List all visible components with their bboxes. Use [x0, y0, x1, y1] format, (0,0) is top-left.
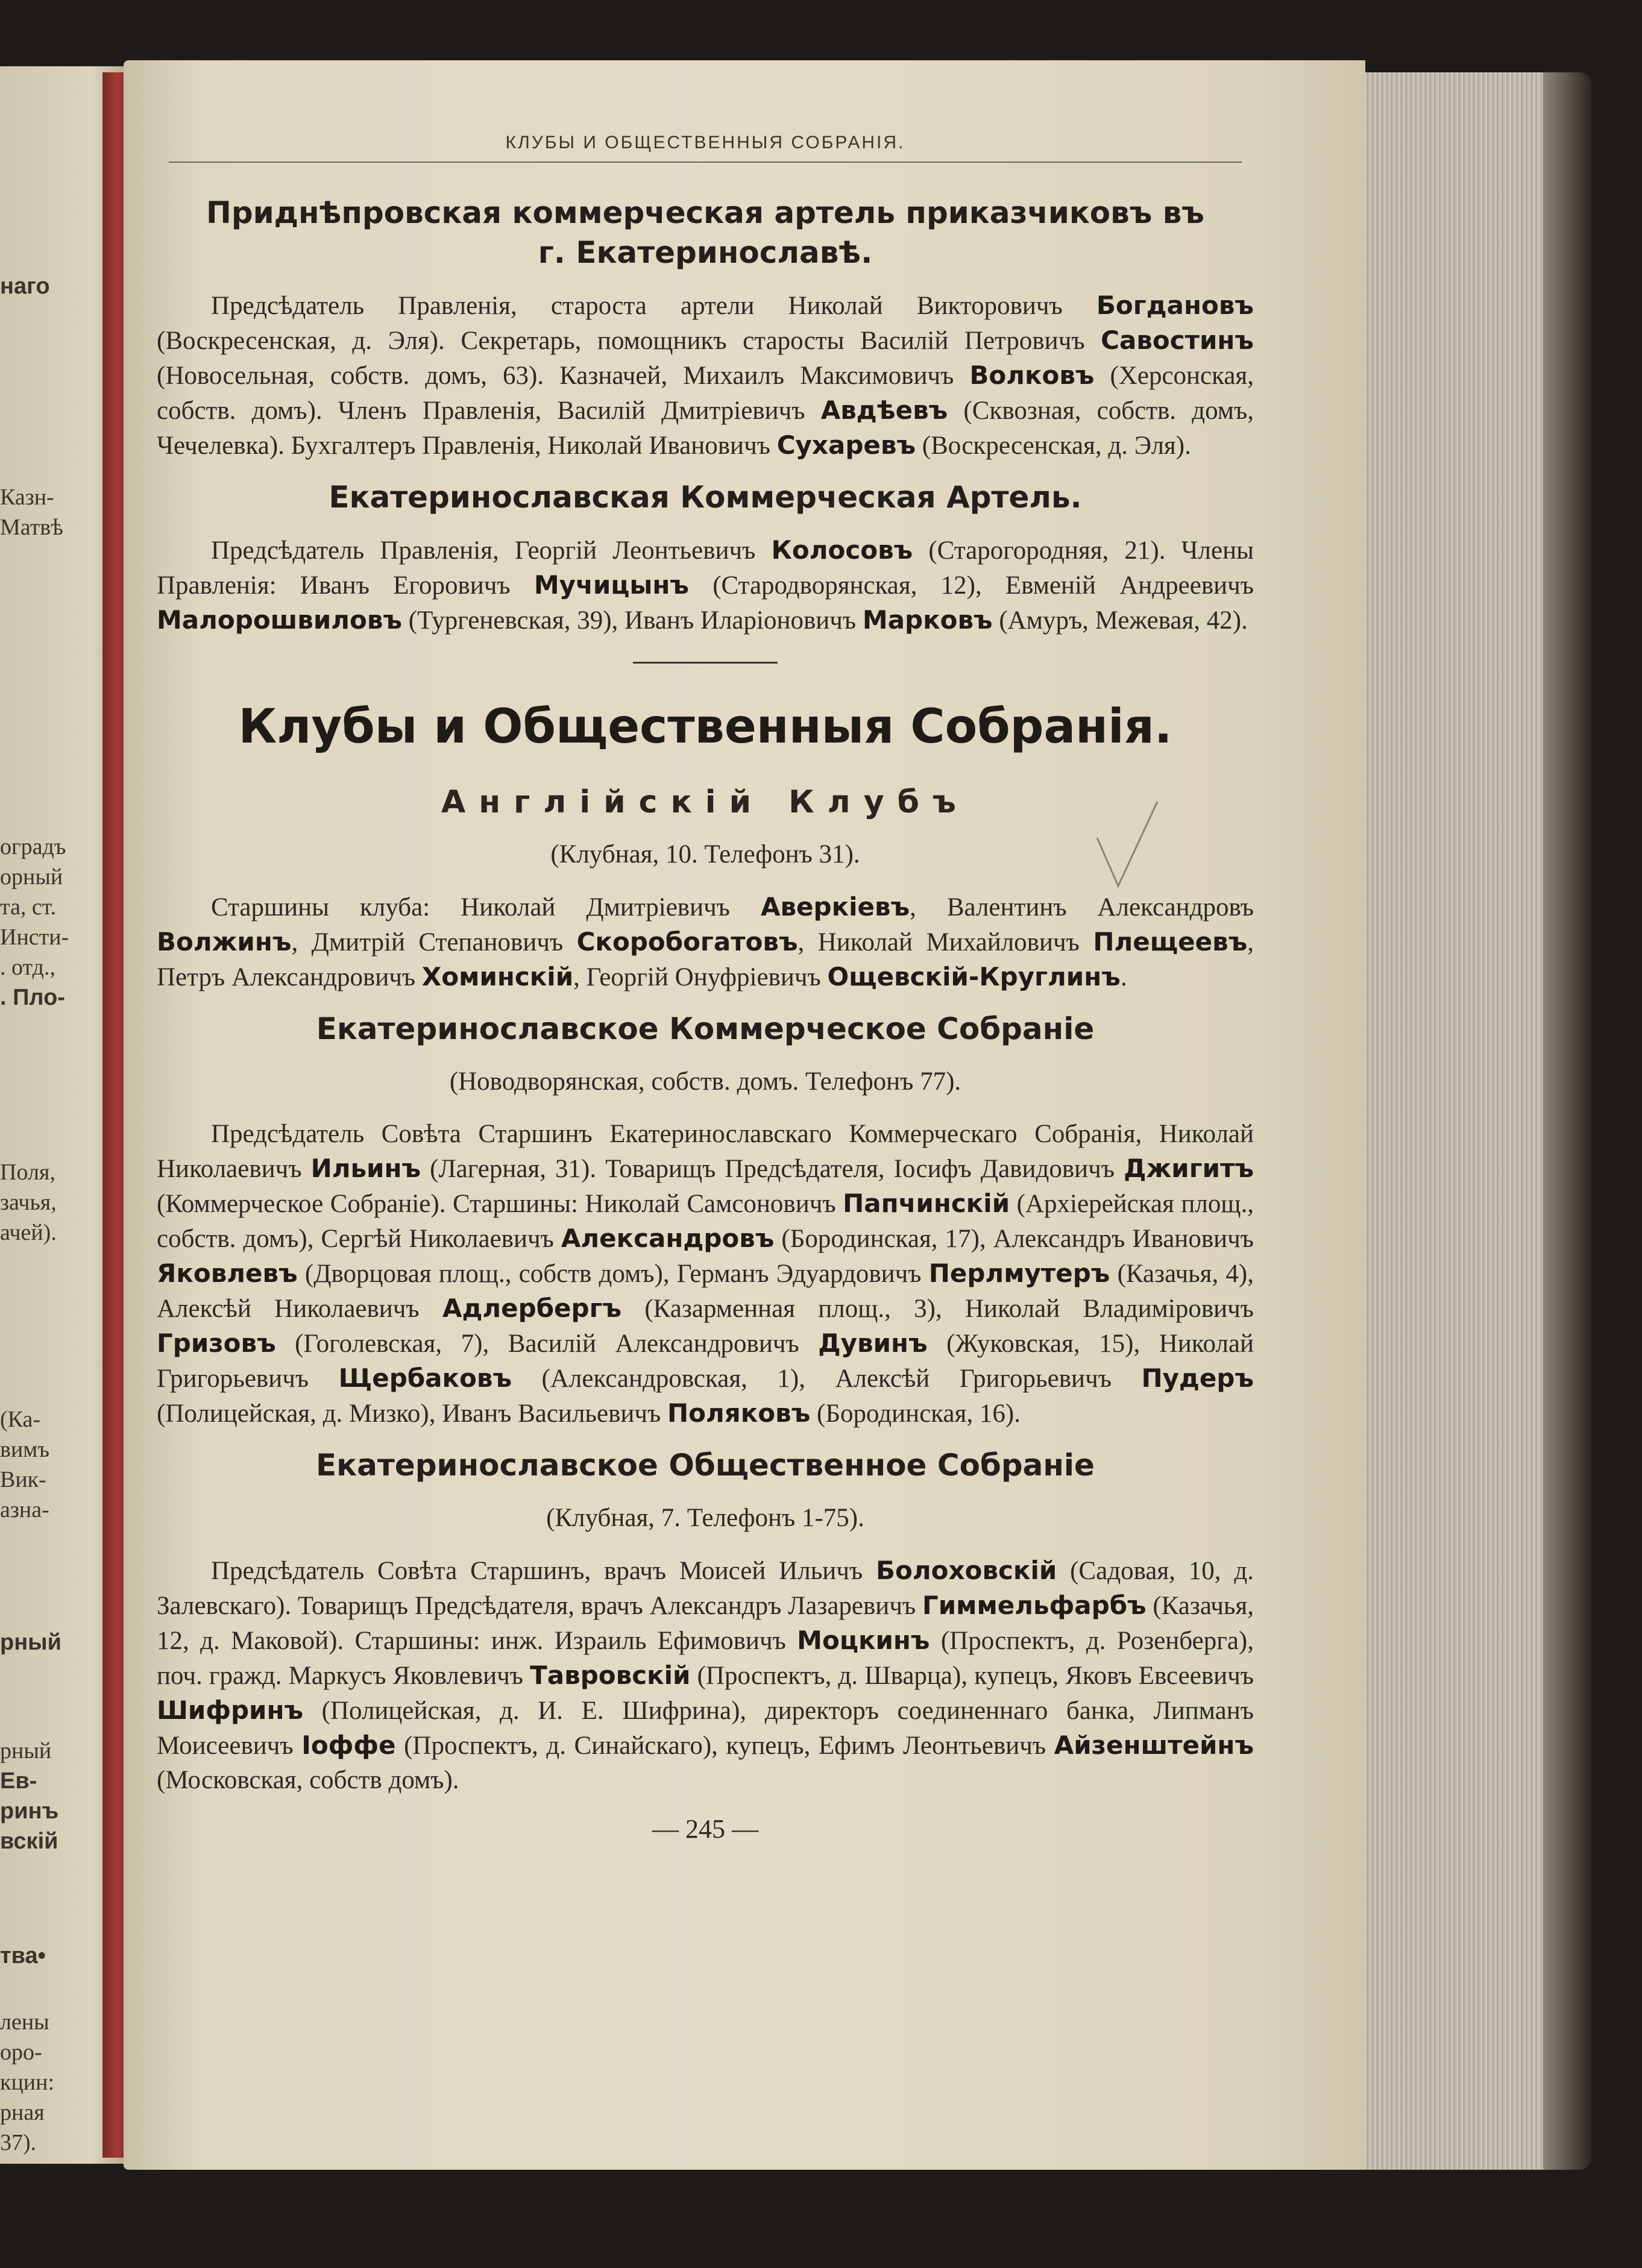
person-name: Шифринъ: [157, 1695, 304, 1725]
left-fragment: Поля,: [0, 1160, 55, 1185]
person-name: Болоховскій: [876, 1556, 1057, 1585]
text-run: , Дмитрій Степановичъ: [291, 928, 577, 957]
person-name: Джигитъ: [1124, 1154, 1254, 1183]
text-run: (Старогородняя, 21). Члены Правленія: Иванъ Егоровичъ: [157, 536, 1254, 600]
text-run: Предсѣдатель Правленія, староста артели Николай Викторовичъ: [211, 292, 1096, 320]
person-name: Скоробогатовъ: [576, 927, 798, 957]
page-number: — 245 —: [652, 1814, 758, 1844]
entry-paragraph: [157, 288, 1254, 463]
left-fragment: ачей).: [0, 1220, 57, 1245]
left-fragment: рный: [0, 1738, 52, 1764]
person-name: Тавровскій: [530, 1660, 691, 1690]
left-fragment: тва•: [0, 1943, 46, 1968]
text-run: (Жуковская, 15), Николай Григорьевичъ: [157, 1330, 1254, 1393]
person-name: Колосовъ: [771, 535, 913, 565]
left-fragment: Ев-: [0, 1768, 37, 1794]
person-name: Сухаревъ: [776, 430, 916, 460]
club-heading: Англійскій Клубъ: [441, 784, 970, 820]
person-name: Хоминскій: [421, 962, 574, 991]
text-run: (Александровская, 1), Алексѣй Григорьевичъ: [512, 1365, 1142, 1393]
text-run: (Казачья, 12, д. Маковой). Старшины: инж. Израиль Ефимовичъ: [157, 1592, 1254, 1655]
text-run: (Дворцовая площ., собств домъ), Германъ Эдуардовичъ: [297, 1260, 929, 1288]
person-name: Волжинъ: [157, 927, 292, 957]
person-name: Поляковъ: [667, 1398, 811, 1428]
person-name: Папчинскій: [843, 1189, 1010, 1218]
text-run: (Московская, собств домъ).: [157, 1766, 459, 1794]
club-address: (Клубная, 10. Телефонъ 31).: [550, 840, 860, 869]
section-heading: Екатеринославское Общественное Собраніе: [316, 1448, 1095, 1483]
left-fragment: вимъ: [0, 1437, 49, 1462]
left-fragment: . Пло-: [0, 985, 65, 1010]
person-name: Авдѣевъ: [820, 395, 948, 425]
section-heading: Екатеринославское Коммерческое Собраніе: [316, 1011, 1095, 1046]
section-divider: [633, 662, 778, 664]
club-address: (Новодворянская, собств. домъ. Телефонъ 77).: [449, 1067, 961, 1096]
left-fragment: Казн-: [0, 485, 54, 510]
text-run: (Бородинская, 16).: [810, 1399, 1021, 1428]
person-name: Плещеевъ: [1093, 927, 1248, 957]
person-name: Ильинъ: [310, 1154, 421, 1183]
text-run: (Полицейская, д. Мизко), Иванъ Васильевичъ: [157, 1399, 668, 1428]
text-run: Предсѣдатель Правленія, Георгій Леонтьевичъ: [211, 536, 772, 565]
left-fragment: рный: [0, 1630, 61, 1655]
left-fragment: 37).: [0, 2130, 37, 2155]
text-run: (Садовая, 10, д. Залевскаго). Товарищъ Предсѣдателя, врачъ Александръ Лазаревичъ: [157, 1557, 1254, 1620]
left-fragment: вскій: [0, 1829, 58, 1854]
left-fragment: оградъ: [0, 834, 66, 859]
left-fragment: зачья,: [0, 1190, 57, 1215]
person-name: Яковлевъ: [157, 1258, 298, 1288]
left-fragment: рная: [0, 2100, 45, 2125]
text-run: , Георгій Онуфріевичъ: [573, 963, 828, 991]
left-fragment: орный: [0, 864, 63, 890]
text-run: (Сквозная, собств. домъ, Чечелевка). Бухгалтеръ Правленія, Николай Ивановичъ: [157, 397, 1254, 460]
text-run: (Херсонская, собств. домъ). Членъ Правленія, Василій Дмитріевичъ: [157, 362, 1254, 425]
text-run: , Валентинъ Александровъ: [910, 893, 1254, 922]
chapter-title: Клубы и Общественныя Собранія.: [238, 700, 1172, 754]
text-run: (Гоголевская, 7), Василій Александровичъ: [275, 1330, 819, 1358]
person-name: Моцкинъ: [797, 1626, 930, 1655]
text-run: (Архіерейская площ., собств. домъ), Сергѣй Николаевичъ: [157, 1190, 1254, 1253]
text-run: (Проспектъ, д. Шварца), купецъ, Яковъ Евсеевичъ: [690, 1662, 1254, 1690]
entry-paragraph: [157, 533, 1254, 638]
text-run: (Амуръ, Межевая, 42).: [992, 606, 1248, 635]
heading-line: г. Екатеринославѣ.: [538, 235, 873, 270]
entry-paragraph: [157, 890, 1254, 994]
person-name: Гризовъ: [157, 1328, 276, 1358]
text-run: (Стародворянская, 12), Евменій Андреевичъ: [689, 571, 1254, 600]
text-run: (Тургеневская, 39), Иванъ Иларіоновичъ: [402, 606, 863, 635]
person-name: Мучицынъ: [533, 570, 689, 600]
left-fragment: (Ка-: [0, 1407, 41, 1432]
page-content: [157, 133, 1254, 1861]
text-run: (Воскресенская, д. Эля). Секретарь, помощникъ старосты Василій Петровичъ: [157, 327, 1101, 355]
text-run: (Полицейская, д. И. Е. Шифрина), директоръ соединеннаго банка, Липманъ Моисеевичъ: [157, 1697, 1254, 1760]
text-run: (Проспектъ, д. Розенберга), поч. гражд. Маркусъ Яковлевичъ: [157, 1627, 1254, 1690]
pencil-checkmark: [1091, 796, 1163, 892]
left-fragment: та, ст.: [0, 894, 57, 920]
club-address: (Клубная, 7. Телефонъ 1-75).: [546, 1504, 864, 1532]
text-run: (Лагерная, 31). Товарищъ Предсѣдателя, Іосифъ Давидовичъ: [421, 1155, 1124, 1183]
text-run: (Новосельная, собств. домъ, 63). Казначей, Михаилъ Максимовичъ: [157, 362, 970, 390]
person-name: Богдановъ: [1096, 291, 1254, 320]
text-run: (Казачья, 4), Алексѣй Николаевичъ: [157, 1260, 1254, 1323]
running-head: КЛУБЫ И ОБЩЕСТВЕННЫЯ СОБРАНІЯ.: [169, 133, 1242, 163]
person-name: Дувинъ: [818, 1328, 928, 1358]
text-run: , Николай Михайловичъ: [797, 928, 1093, 957]
person-name: Ощевскій-Круглинъ: [827, 962, 1121, 991]
person-name: Пудеръ: [1141, 1363, 1254, 1393]
text-run: (Бородинская, 17), Александръ Ивановичъ: [774, 1225, 1254, 1253]
text-run: (Казарменная площ., 3), Николай Владиміровичъ: [621, 1295, 1254, 1323]
text-run: (Воскресенская, д. Эля).: [916, 432, 1191, 460]
left-fragment: . отд.,: [0, 955, 55, 980]
text-run: , Петръ Александровичъ: [157, 928, 1254, 991]
person-name: Щербаковъ: [338, 1363, 512, 1393]
left-fragment: Инсти-: [0, 925, 69, 950]
left-fragment: лены: [0, 2009, 49, 2035]
person-name: Іоффе: [301, 1730, 396, 1760]
text-run: (Проспектъ, д. Синайскаго), купецъ, Ефимъ Леонтьевичъ: [395, 1732, 1054, 1760]
section-heading: [157, 193, 1254, 272]
section-heading: Екатеринославская Коммерческая Артель.: [329, 480, 1082, 515]
person-name: Александровъ: [561, 1224, 775, 1253]
left-fragment: кцин:: [0, 2070, 55, 2095]
left-fragment: Матвѣ: [0, 515, 63, 540]
text-run: (Коммерческое Собраніе). Старшины: Николай Самсоновичъ: [157, 1190, 843, 1218]
left-fragment: наго: [0, 274, 50, 299]
heading-line: Приднѣпровская коммерческая артель приказчиковъ въ: [206, 195, 1204, 230]
person-name: Перлмутеръ: [928, 1258, 1110, 1288]
person-name: Аверкіевъ: [760, 892, 910, 922]
person-name: Малорошвиловъ: [157, 605, 403, 635]
entry-paragraph: [157, 1117, 1254, 1431]
text-run: Предсѣдатель Совѣта Старшинъ, врачъ Моисей Ильичъ: [211, 1557, 876, 1585]
person-name: Айзенштейнъ: [1054, 1730, 1254, 1760]
text-run: Предсѣдатель Совѣта Старшинъ Екатеринославскаго Коммерческаго Собранія, Николай Николаевичъ: [157, 1120, 1254, 1183]
left-fragment: оро-: [0, 2040, 42, 2065]
text-run: Старшины клуба: Николай Дмитріевичъ: [211, 893, 761, 922]
entry-paragraph: [157, 1553, 1254, 1797]
person-name: Волковъ: [969, 360, 1095, 390]
left-fragment: азна-: [0, 1497, 49, 1522]
person-name: Марковъ: [862, 605, 993, 635]
person-name: Гиммельфарбъ: [922, 1591, 1147, 1620]
book-cover-edge: [1543, 72, 1591, 2170]
left-fragment: ринъ: [0, 1798, 59, 1824]
text-run: .: [1120, 963, 1127, 991]
person-name: Адлербергъ: [442, 1293, 622, 1323]
left-fragment: Вик-: [0, 1467, 46, 1492]
person-name: Савостинъ: [1101, 325, 1254, 355]
